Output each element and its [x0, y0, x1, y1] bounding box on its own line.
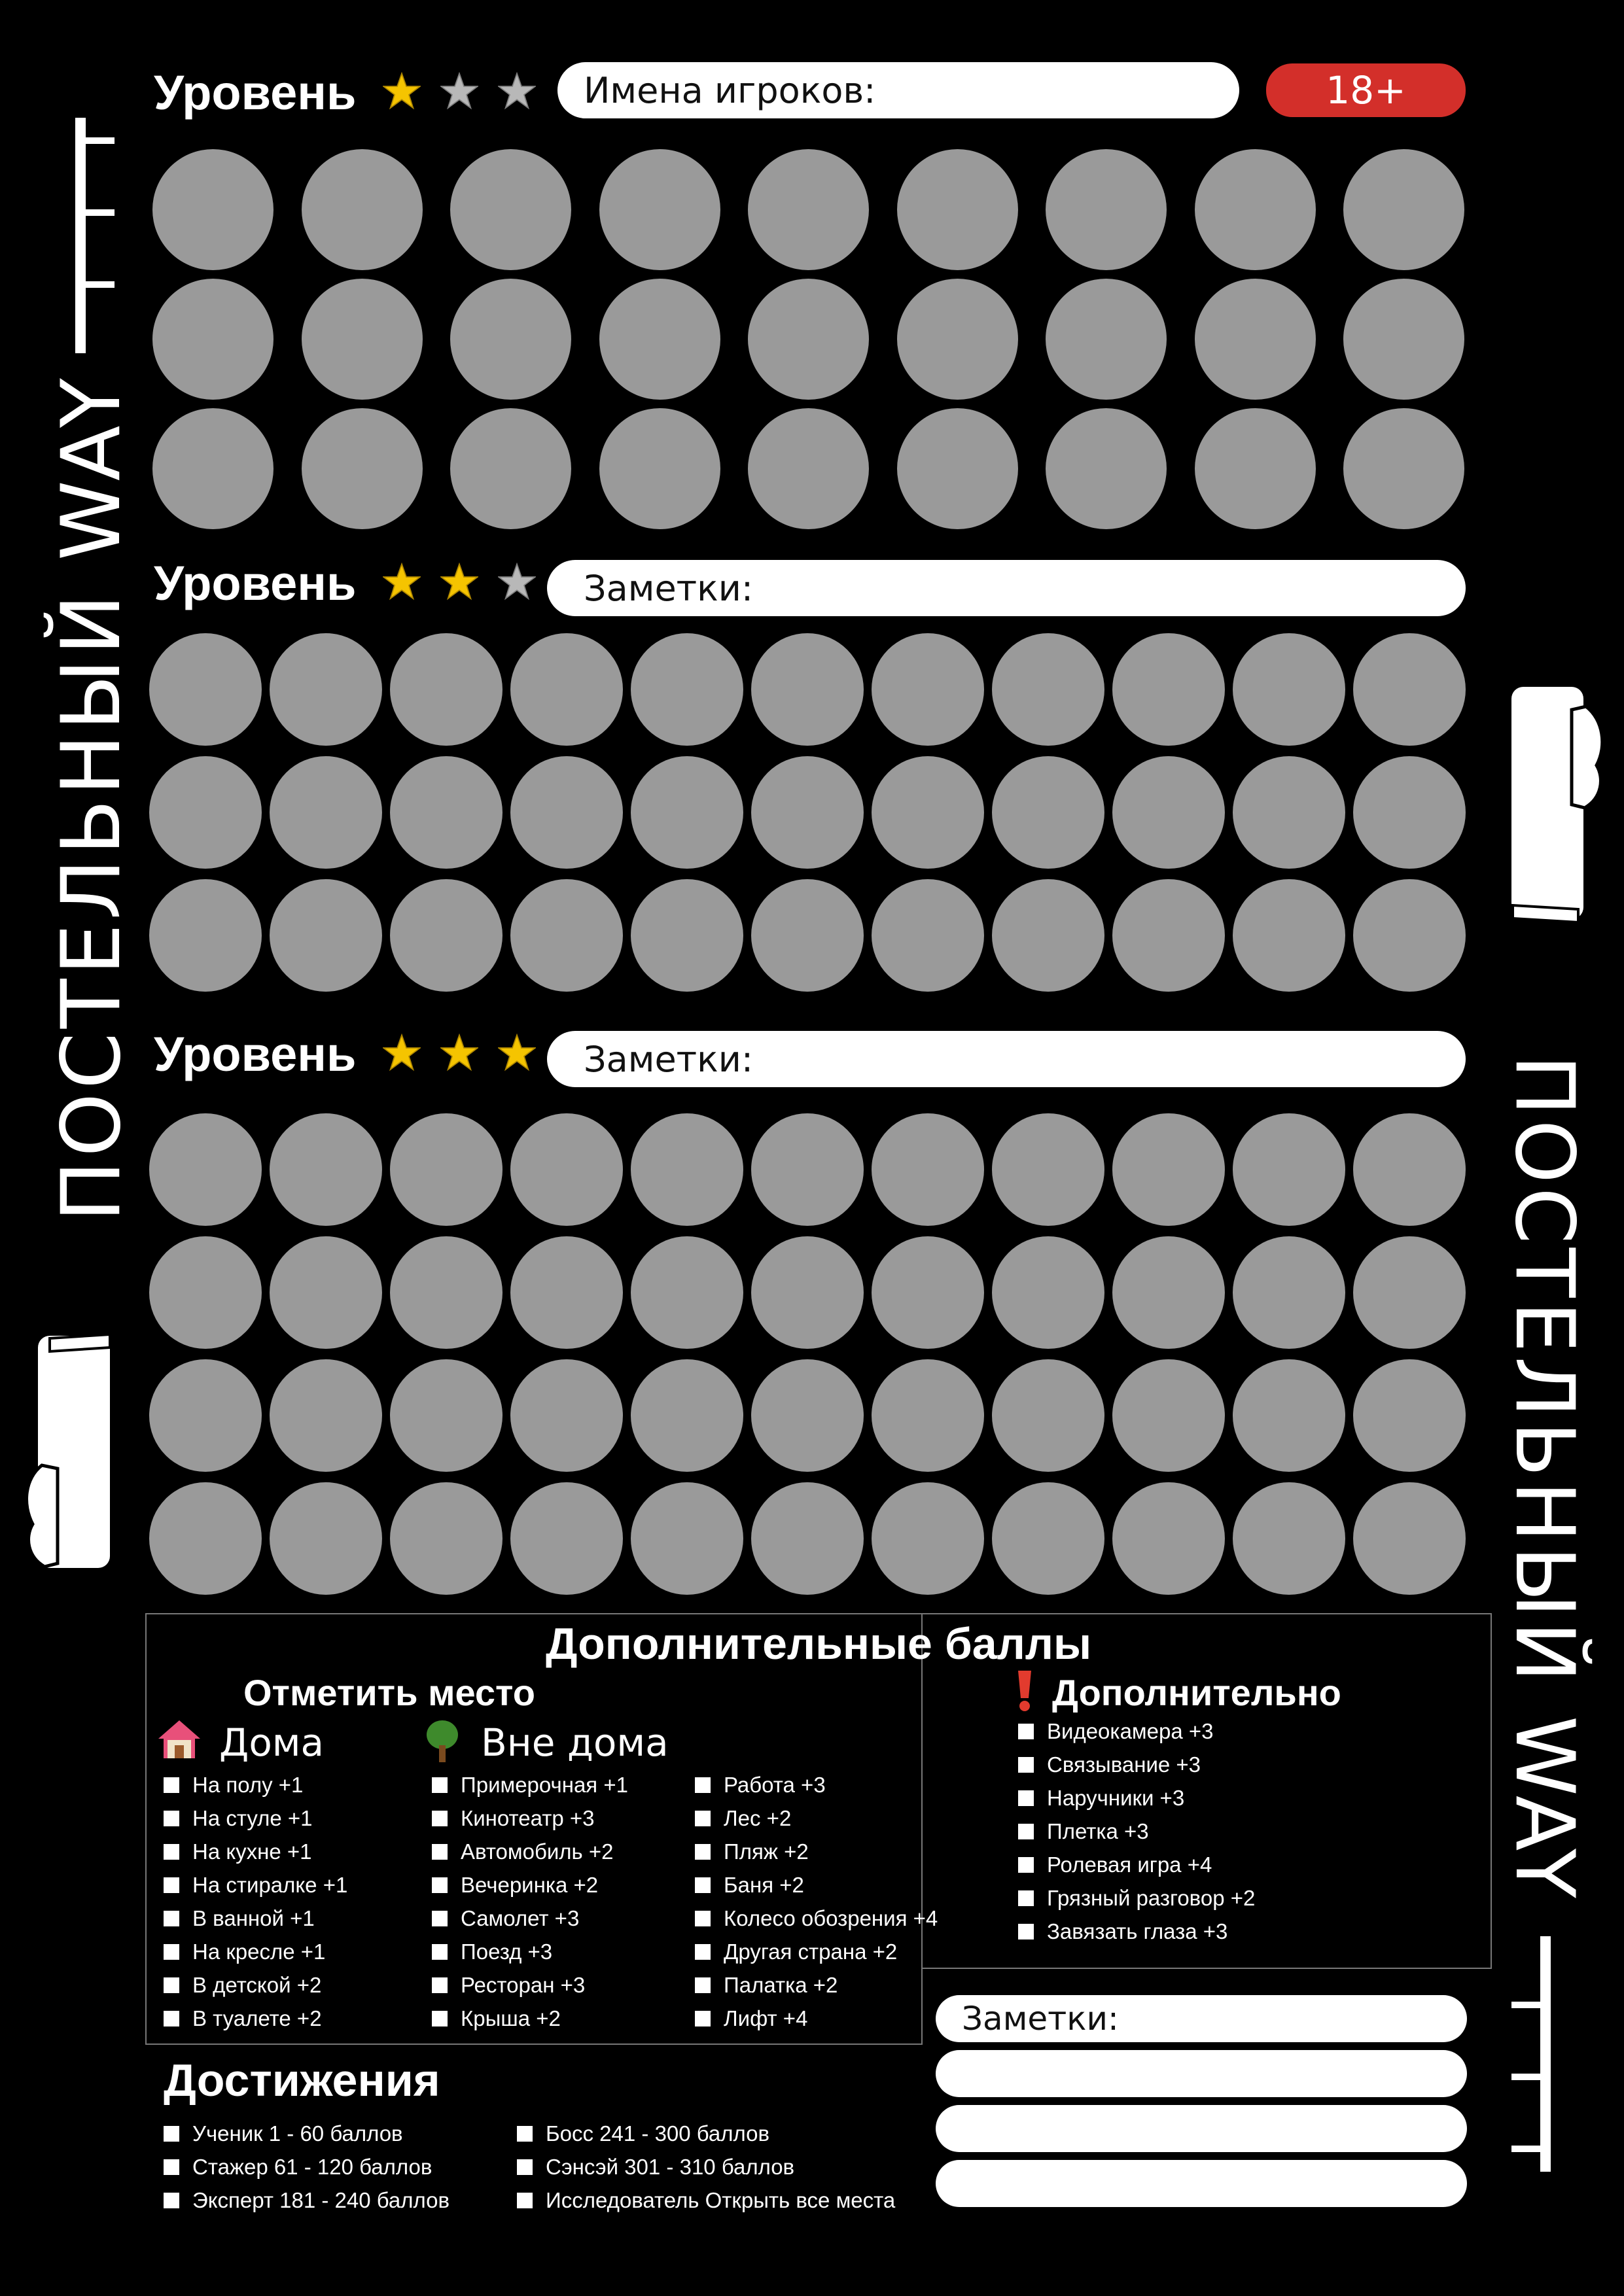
checkbox[interactable] — [432, 1844, 448, 1860]
checkbox[interactable] — [432, 1944, 448, 1960]
tick-circle[interactable] — [992, 1482, 1104, 1595]
tick-circle[interactable] — [1112, 1359, 1225, 1472]
tick-circle[interactable] — [149, 756, 262, 869]
checkbox[interactable] — [164, 1877, 179, 1893]
checkbox-label: Колесо обозрения +4 — [724, 1906, 938, 1930]
tick-circle[interactable] — [270, 756, 382, 869]
tick-circle[interactable] — [302, 408, 423, 529]
tick-circle[interactable] — [1233, 1236, 1345, 1349]
tick-circle[interactable] — [1195, 408, 1316, 529]
tick-circle[interactable] — [390, 879, 503, 992]
tick-circle[interactable] — [872, 1359, 984, 1472]
tick-circle[interactable] — [152, 149, 274, 270]
tick-circle[interactable] — [992, 1113, 1104, 1226]
tree-icon — [424, 1719, 461, 1764]
tick-circle[interactable] — [270, 879, 382, 992]
tick-circle[interactable] — [599, 279, 720, 400]
checkbox-label: Лифт +4 — [724, 2006, 808, 2030]
level-2-stars — [383, 563, 546, 602]
level-1-stars — [383, 72, 546, 111]
checkbox-item[interactable] — [164, 2006, 322, 2031]
tick-circle[interactable] — [1112, 1482, 1225, 1595]
level-3-notes-label: Заметки: — [584, 1038, 754, 1080]
tick-circle[interactable] — [152, 408, 274, 529]
tick-circle[interactable] — [152, 279, 274, 400]
level-3-notes-field[interactable] — [547, 1031, 1466, 1087]
checkbox[interactable] — [164, 2159, 179, 2175]
checkbox-item[interactable] — [1018, 1719, 1213, 1744]
checkbox-label: Лес +2 — [724, 1806, 792, 1830]
checkbox-label: Поезд +3 — [461, 1939, 553, 1964]
tick-circle[interactable] — [897, 408, 1018, 529]
checkbox-label: Ролевая игра +4 — [1047, 1852, 1212, 1877]
tick-circle[interactable] — [1233, 1113, 1345, 1226]
tick-circle[interactable] — [631, 756, 743, 869]
checkbox-item[interactable] — [164, 1773, 303, 1798]
pillow-icon-right — [1505, 680, 1610, 942]
level-1-label: Уровень — [154, 65, 357, 120]
level-3-stars — [383, 1034, 546, 1073]
tick-circle[interactable] — [599, 408, 720, 529]
tick-circle[interactable] — [992, 633, 1104, 746]
tick-circle[interactable] — [1233, 756, 1345, 869]
tick-circle[interactable] — [631, 633, 743, 746]
checkbox[interactable] — [1018, 1790, 1034, 1806]
checkbox-item[interactable] — [695, 1873, 804, 1898]
tick-circle[interactable] — [992, 756, 1104, 869]
checkbox-item[interactable] — [432, 2006, 561, 2031]
players-names-label: Имена игроков: — [584, 69, 876, 111]
level-2-label: Уровень — [154, 556, 357, 610]
checkbox[interactable] — [695, 1977, 711, 1993]
tick-circle[interactable] — [510, 1359, 623, 1472]
checkbox[interactable] — [695, 1911, 711, 1926]
tick-circle[interactable] — [992, 1359, 1104, 1472]
tick-circle[interactable] — [270, 1113, 382, 1226]
checkbox-item[interactable] — [1018, 1852, 1212, 1877]
checkbox-item[interactable] — [695, 1973, 838, 1998]
level-2-notes-field[interactable] — [547, 560, 1466, 616]
tick-circle[interactable] — [751, 1359, 864, 1472]
checkbox-item[interactable] — [1018, 1919, 1227, 1944]
tick-circle[interactable] — [510, 879, 623, 992]
checkbox-label: В туалете +2 — [192, 2006, 322, 2030]
tick-circle[interactable] — [751, 1236, 864, 1349]
tick-circle[interactable] — [897, 279, 1018, 400]
tick-circle[interactable] — [510, 1482, 623, 1595]
checkbox-label: Другая страна +2 — [724, 1939, 898, 1964]
tick-circle[interactable] — [1353, 633, 1466, 746]
checkbox[interactable] — [517, 2193, 533, 2208]
checkbox-label: Палатка +2 — [724, 1973, 838, 1997]
checkbox[interactable] — [1018, 1824, 1034, 1839]
checkbox[interactable] — [432, 1977, 448, 1993]
tick-circle[interactable] — [872, 1236, 984, 1349]
tick-circle[interactable] — [1353, 1113, 1466, 1226]
players-names-field[interactable] — [557, 62, 1239, 118]
checkbox-item[interactable] — [432, 1906, 579, 1931]
bottom-notes-label: Заметки: — [962, 2000, 1119, 2038]
checkbox-item[interactable] — [164, 2121, 403, 2146]
tick-circle[interactable] — [631, 1359, 743, 1472]
checkbox-item[interactable] — [164, 1906, 315, 1931]
checkbox[interactable] — [432, 1877, 448, 1893]
checkbox-item[interactable] — [432, 1839, 614, 1864]
home-label: Дома — [219, 1720, 325, 1765]
checkbox[interactable] — [164, 1911, 179, 1926]
checkbox[interactable] — [164, 2193, 179, 2208]
checkbox-label: Автомобиль +2 — [461, 1839, 614, 1864]
checkbox-label: Завязать глаза +3 — [1047, 1919, 1228, 1943]
checkbox-item[interactable] — [695, 1839, 809, 1864]
tick-circle[interactable] — [510, 756, 623, 869]
checkbox[interactable] — [164, 1777, 179, 1793]
checkbox-label: Связывание +3 — [1047, 1752, 1201, 1777]
tick-circle[interactable] — [270, 1359, 382, 1472]
tick-circle[interactable] — [149, 1113, 262, 1226]
bedframe-icon-left — [62, 111, 121, 360]
tick-circle[interactable] — [992, 1236, 1104, 1349]
checkbox[interactable] — [1018, 1924, 1034, 1939]
tick-circle[interactable] — [270, 1236, 382, 1349]
tick-circle[interactable] — [390, 1113, 503, 1226]
checkbox-label: Исследователь Открыть все места — [546, 2188, 896, 2212]
checkbox-item[interactable] — [1018, 1886, 1255, 1911]
checkbox-label: Вечеринка +2 — [461, 1873, 599, 1897]
tick-circle[interactable] — [872, 1113, 984, 1226]
tick-circle[interactable] — [149, 879, 262, 992]
checkbox-item[interactable] — [695, 1939, 897, 1964]
bonus-title: Дополнительные баллы — [545, 1619, 1092, 1669]
checkbox[interactable] — [432, 1911, 448, 1926]
checkbox[interactable] — [432, 1811, 448, 1826]
tick-circle[interactable] — [302, 279, 423, 400]
checkbox-label: Ученик 1 - 60 баллов — [192, 2121, 403, 2146]
checkbox-label: Видеокамера +3 — [1047, 1719, 1214, 1743]
tick-circle[interactable] — [748, 149, 869, 270]
checkbox[interactable] — [164, 1811, 179, 1826]
tick-circle[interactable] — [390, 1482, 503, 1595]
tick-circle[interactable] — [149, 1236, 262, 1349]
tick-circle[interactable] — [1233, 1359, 1345, 1472]
checkbox-item[interactable] — [695, 1806, 791, 1831]
star-filled-icon — [383, 563, 421, 600]
checkbox-item[interactable] — [164, 1939, 325, 1964]
home-icon — [157, 1719, 202, 1760]
star-empty-icon — [498, 72, 536, 110]
tick-circle[interactable] — [390, 1236, 503, 1349]
exclamation-icon — [1015, 1669, 1034, 1713]
tick-circle[interactable] — [149, 1482, 262, 1595]
checkbox[interactable] — [695, 2011, 711, 2026]
checkbox[interactable] — [432, 2011, 448, 2026]
tick-circle[interactable] — [1112, 1113, 1225, 1226]
tick-circle[interactable] — [1353, 1482, 1466, 1595]
tick-circle[interactable] — [872, 756, 984, 869]
tick-circle[interactable] — [1233, 633, 1345, 746]
checkbox-item[interactable] — [432, 1806, 595, 1831]
checkbox-item[interactable] — [517, 2188, 895, 2213]
tick-circle[interactable] — [1343, 408, 1464, 529]
checkbox[interactable] — [164, 1844, 179, 1860]
tick-circle[interactable] — [751, 756, 864, 869]
checkbox-label: На кресле +1 — [192, 1939, 326, 1964]
checkbox-label: Самолет +3 — [461, 1906, 580, 1930]
star-filled-icon — [498, 1034, 536, 1071]
tick-circle[interactable] — [1112, 879, 1225, 992]
tick-circle[interactable] — [510, 633, 623, 746]
tick-circle[interactable] — [149, 1359, 262, 1472]
tick-circle[interactable] — [599, 149, 720, 270]
level-2-notes-label: Заметки: — [584, 567, 754, 609]
checkbox-label: Наручники +3 — [1047, 1786, 1185, 1810]
checkbox-label: Баня +2 — [724, 1873, 804, 1897]
achievements-title: Достижения — [164, 2055, 440, 2106]
tick-circle[interactable] — [1046, 408, 1167, 529]
brand-vertical-right: ПОСТЕЛЬНЫЙ WAY — [1497, 1054, 1591, 1902]
checkbox[interactable] — [695, 1811, 711, 1826]
tick-circle[interactable] — [1353, 756, 1466, 869]
checkbox-label: Плетка +3 — [1047, 1819, 1149, 1843]
checkbox-label: В детской +2 — [192, 1973, 322, 1997]
tick-circle[interactable] — [1343, 279, 1464, 400]
checkbox-label: Эксперт 181 - 240 баллов — [192, 2188, 450, 2212]
checkbox-item[interactable] — [695, 2006, 807, 2031]
tick-circle[interactable] — [631, 879, 743, 992]
checkbox-item[interactable] — [164, 1839, 312, 1864]
tick-circle[interactable] — [751, 633, 864, 746]
checkbox[interactable] — [695, 1844, 711, 1860]
checkbox[interactable] — [164, 2126, 179, 2142]
place-title: Отметить место — [243, 1672, 535, 1713]
checkbox-label: На полу +1 — [192, 1773, 304, 1797]
tick-circle[interactable] — [631, 1236, 743, 1349]
tick-circle[interactable] — [748, 408, 869, 529]
checkbox-item[interactable] — [164, 2155, 432, 2180]
notes-line-2[interactable] — [936, 2050, 1467, 2097]
checkbox[interactable] — [164, 1944, 179, 1960]
checkbox-label: На кухне +1 — [192, 1839, 312, 1864]
checkbox[interactable] — [517, 2159, 533, 2175]
star-empty-icon — [440, 72, 478, 110]
checkbox-item[interactable] — [1018, 1819, 1149, 1844]
age-badge: 18+ — [1266, 63, 1466, 117]
star-filled-icon — [383, 1034, 421, 1071]
tick-circle[interactable] — [631, 1482, 743, 1595]
tick-circle[interactable] — [1233, 879, 1345, 992]
checkbox[interactable] — [695, 1944, 711, 1960]
star-empty-icon — [498, 563, 536, 600]
checkbox[interactable] — [1018, 1724, 1034, 1739]
tick-circle[interactable] — [390, 756, 503, 869]
tick-circle[interactable] — [1112, 756, 1225, 869]
tick-circle[interactable] — [751, 1482, 864, 1595]
tick-circle[interactable] — [1195, 149, 1316, 270]
tick-circle[interactable] — [1343, 149, 1464, 270]
checkbox-label: Стажер 61 - 120 баллов — [192, 2155, 432, 2179]
outside-label: Вне дома — [481, 1720, 669, 1765]
extra-title: Дополнительно — [1052, 1672, 1341, 1713]
bottom-notes-field[interactable] — [936, 1995, 1467, 2042]
tick-circle[interactable] — [748, 279, 869, 400]
checkbox-item[interactable] — [432, 1873, 598, 1898]
checkbox-label: Примерочная +1 — [461, 1773, 628, 1797]
checkbox[interactable] — [1018, 1757, 1034, 1773]
checkbox-item[interactable] — [164, 2188, 450, 2213]
checkbox-label: Кинотеатр +3 — [461, 1806, 595, 1830]
checkbox-label: В ванной +1 — [192, 1906, 315, 1930]
checkbox-item[interactable] — [695, 1906, 938, 1931]
level-3-label: Уровень — [154, 1027, 357, 1081]
tick-circle[interactable] — [510, 1236, 623, 1349]
checkbox[interactable] — [164, 1977, 179, 1993]
checkbox[interactable] — [1018, 1857, 1034, 1873]
tick-circle[interactable] — [872, 879, 984, 992]
checkbox-item[interactable] — [432, 1939, 552, 1964]
tick-circle[interactable] — [270, 633, 382, 746]
tick-circle[interactable] — [992, 879, 1104, 992]
tick-circle[interactable] — [1353, 1236, 1466, 1349]
tick-circle[interactable] — [1195, 279, 1316, 400]
tick-circle[interactable] — [751, 1113, 864, 1226]
tick-circle[interactable] — [390, 1359, 503, 1472]
checkbox-item[interactable] — [432, 1773, 628, 1798]
checkbox-label: На стиралке +1 — [192, 1873, 348, 1897]
checkbox[interactable] — [1018, 1890, 1034, 1906]
tick-circle[interactable] — [302, 149, 423, 270]
tick-circle[interactable] — [872, 1482, 984, 1595]
tick-circle[interactable] — [751, 879, 864, 992]
checkbox-item[interactable] — [695, 1773, 826, 1798]
checkbox-label: На стуле +1 — [192, 1806, 313, 1830]
checkbox-label: Сэнсэй 301 - 310 баллов — [546, 2155, 795, 2179]
checkbox-item[interactable] — [517, 2121, 769, 2146]
tick-circle[interactable] — [450, 279, 571, 400]
checkbox-label: Крыша +2 — [461, 2006, 561, 2030]
star-filled-icon — [383, 72, 421, 110]
checkbox-item[interactable] — [164, 1806, 313, 1831]
checkbox-label: Ресторан +3 — [461, 1973, 586, 1997]
checkbox-item[interactable] — [517, 2155, 794, 2180]
checkbox-item[interactable] — [164, 1873, 347, 1898]
tick-circle[interactable] — [1353, 1359, 1466, 1472]
checkbox-item[interactable] — [1018, 1786, 1184, 1811]
checkbox-label: Босс 241 - 300 баллов — [546, 2121, 770, 2146]
checkbox[interactable] — [695, 1877, 711, 1893]
notes-line-3[interactable] — [936, 2105, 1467, 2152]
tick-circle[interactable] — [631, 1113, 743, 1226]
pillow-icon-left — [18, 1328, 123, 1590]
checkbox[interactable] — [432, 1777, 448, 1793]
tick-circle[interactable] — [270, 1482, 382, 1595]
tick-circle[interactable] — [450, 149, 571, 270]
tick-circle[interactable] — [149, 633, 262, 746]
tick-circle[interactable] — [1112, 1236, 1225, 1349]
tick-circle[interactable] — [390, 633, 503, 746]
checkbox-item[interactable] — [1018, 1752, 1201, 1777]
tick-circle[interactable] — [1233, 1482, 1345, 1595]
tick-circle[interactable] — [1112, 633, 1225, 746]
checkbox[interactable] — [164, 2011, 179, 2026]
checkbox-label: Грязный разговор +2 — [1047, 1886, 1256, 1910]
checkbox-item[interactable] — [432, 1973, 585, 1998]
star-filled-icon — [440, 563, 478, 600]
brand-vertical-left: ПОСТЕЛЬНЫЙ WAY — [44, 374, 139, 1222]
checkbox-item[interactable] — [164, 1973, 321, 1998]
tick-circle[interactable] — [1046, 149, 1167, 270]
tick-circle[interactable] — [510, 1113, 623, 1226]
tick-circle[interactable] — [1046, 279, 1167, 400]
checkbox-label: Пляж +2 — [724, 1839, 809, 1864]
notes-line-4[interactable] — [936, 2160, 1467, 2207]
tick-circle[interactable] — [1353, 879, 1466, 992]
bonus-panel-divider — [921, 1968, 1492, 1969]
bedframe-icon-right — [1505, 1930, 1564, 2178]
checkbox[interactable] — [517, 2126, 533, 2142]
star-filled-icon — [440, 1034, 478, 1071]
checkbox[interactable] — [695, 1777, 711, 1793]
tick-circle[interactable] — [872, 633, 984, 746]
tick-circle[interactable] — [897, 149, 1018, 270]
tick-circle[interactable] — [450, 408, 571, 529]
checkbox-label: Работа +3 — [724, 1773, 826, 1797]
